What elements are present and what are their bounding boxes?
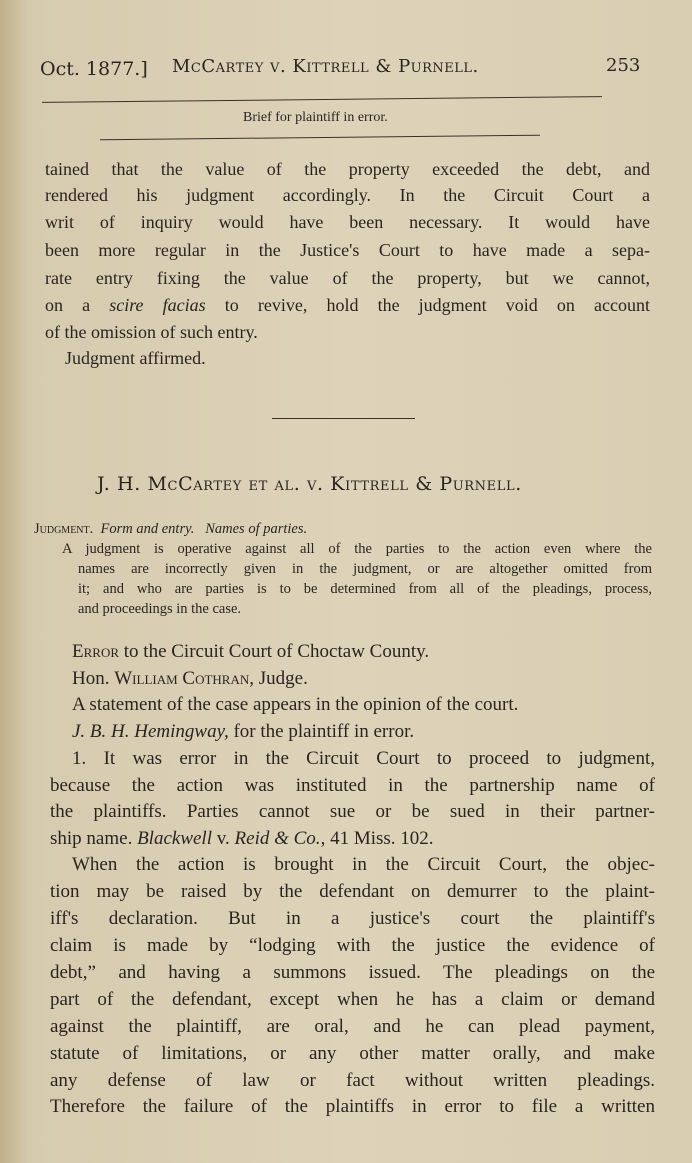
text-segment: rate entry fixing the value of the property, but we cannot, xyxy=(45,268,650,288)
headnote-heading xyxy=(34,521,307,538)
running-head-title: McCartey v. Kittrell & Purnell. xyxy=(172,56,479,77)
headnote-topic: Judgment. xyxy=(34,521,94,537)
text-segment: A statement of the case appears in the opinion of the court. xyxy=(72,694,519,715)
text-segment: writ of inquiry would have been necessary. It would have xyxy=(45,212,650,232)
text-segment: part of the defendant, except when he has a claim or demand xyxy=(50,989,655,1010)
text-segment: 1. It was error in the Circuit Court to proceed to judgment, xyxy=(72,748,655,769)
text-segment: for the plaintiff in error. xyxy=(228,721,415,742)
text-segment: iff's declaration. But in a justice's court the plaintiff's xyxy=(50,908,655,929)
text-segment: on a xyxy=(45,295,110,315)
text-segment: Hon. xyxy=(72,668,115,689)
text-segment: Judgment affirmed. xyxy=(65,348,206,368)
text-line xyxy=(50,694,655,716)
italic-text: Blackwell xyxy=(137,828,212,849)
text-line xyxy=(45,295,650,316)
text-line xyxy=(45,240,650,261)
text-segment: any defense of law or fact without written pleadings. xyxy=(50,1070,655,1091)
italic-text: J. B. H. Hemingway, xyxy=(72,721,229,742)
text-segment: been more regular in the Justice's Court to have made a sepa- xyxy=(45,240,650,260)
brief-subheader: Brief for plaintiff in error. xyxy=(243,110,388,125)
text-segment: ship name. xyxy=(50,828,138,849)
page-number: 253 xyxy=(606,55,641,76)
text-line xyxy=(45,185,650,206)
text-line xyxy=(50,801,655,823)
text-line xyxy=(50,1043,655,1065)
text-segment: claim is made by “lodging with the justice the evidence of xyxy=(50,935,655,956)
text-line xyxy=(45,322,650,343)
text-segment: against the plaintiff, are oral, and he can plead payment, xyxy=(50,1016,655,1037)
text-line xyxy=(50,641,655,663)
headnote-line: and proceedings in the case. xyxy=(78,601,242,617)
text-segment: v. xyxy=(212,828,235,849)
text-line xyxy=(45,159,650,180)
text-line xyxy=(45,212,650,233)
text-line xyxy=(50,935,655,957)
text-line xyxy=(50,881,655,903)
text-segment: tion may be raised by the defendant on demurrer to the plaint- xyxy=(50,881,655,902)
text-line xyxy=(50,1096,655,1118)
text-line xyxy=(50,1070,655,1092)
headnote-line: A judgment is operative against all of the parties to the action even where the xyxy=(62,541,652,557)
text-segment: When the action is brought in the Circuit Court, the objec- xyxy=(72,854,655,875)
text-line xyxy=(50,962,655,984)
text-segment: because the action was instituted in the partnership name of xyxy=(50,775,655,796)
running-head-date: Oct. 1877.] xyxy=(40,58,148,80)
text-segment: of the omission of such entry. xyxy=(45,322,258,342)
headnote-line: names are incorrectly given in the judgment, or are altogether omitted from xyxy=(78,561,652,577)
small-caps-text: Error xyxy=(72,641,120,662)
text-segment: tained that the value of the property exceeded the debt, and xyxy=(45,159,650,179)
text-line xyxy=(45,348,650,369)
text-segment: to the Circuit Court of Choctaw County. xyxy=(119,641,430,662)
text-line xyxy=(50,775,655,797)
text-segment: , Judge. xyxy=(249,668,308,689)
text-segment: the plaintiffs. Parties cannot sue or be sued in their partner- xyxy=(50,801,655,822)
text-segment: Therefore the failure of the plaintiffs in error to file a written xyxy=(50,1096,655,1117)
text-line xyxy=(50,908,655,930)
headnote-line: it; and who are parties is to be determined from all of the pleadings, process, xyxy=(78,581,652,597)
text-line xyxy=(50,854,655,876)
text-line xyxy=(50,828,655,850)
text-segment: debt,” and having a summons issued. The pleadings on the xyxy=(50,962,655,983)
headnote-subtopics: Form and entry. Names of parties. xyxy=(100,521,308,537)
text-segment: rendered his judgment accordingly. In the Circuit Court a xyxy=(45,185,650,205)
text-line xyxy=(45,268,650,289)
text-line xyxy=(50,721,655,743)
text-segment: statute of limitations, or any other matter orally, and make xyxy=(50,1043,655,1064)
text-line xyxy=(50,989,655,1011)
italic-text: Reid & Co. xyxy=(234,828,321,849)
text-line xyxy=(50,668,655,690)
text-segment: to revive, hold the judgment void on account xyxy=(205,295,650,315)
section-divider xyxy=(272,418,415,419)
italic-text: scire facias xyxy=(109,295,206,315)
text-segment: , 41 Miss. 102. xyxy=(320,828,434,849)
text-line xyxy=(50,1016,655,1038)
case-title: J. H. McCartey et al. v. Kittrell & Purnell. xyxy=(97,473,522,495)
small-caps-text: William Cothran xyxy=(114,668,250,689)
text-line xyxy=(50,748,655,770)
